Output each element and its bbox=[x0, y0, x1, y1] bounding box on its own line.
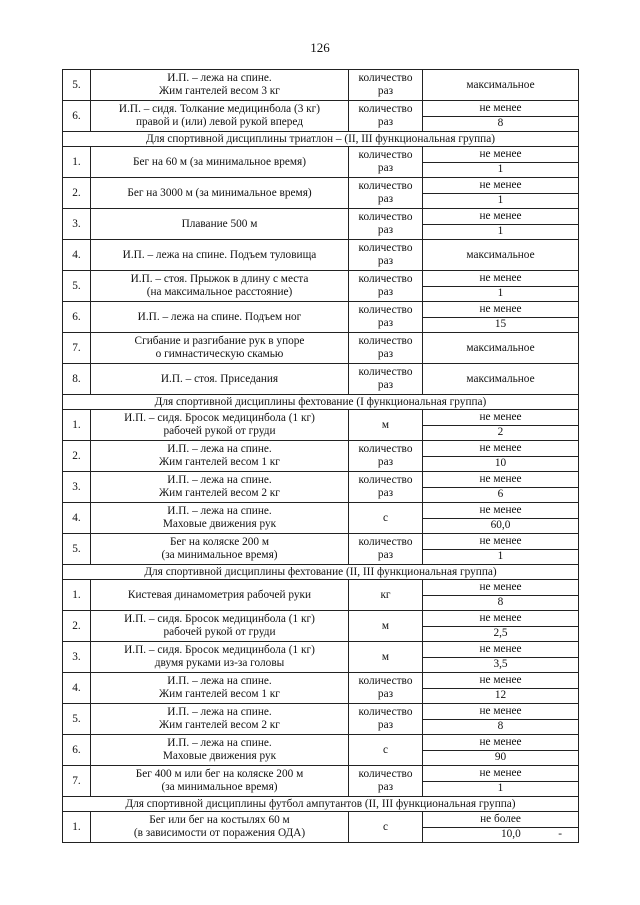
exercise-cell bbox=[91, 147, 349, 178]
unit-cell bbox=[349, 472, 423, 503]
exercise-cell bbox=[91, 766, 349, 797]
table-row bbox=[63, 812, 579, 828]
section-row bbox=[63, 132, 579, 147]
value-qualifier: не менее bbox=[423, 735, 579, 751]
row-number: 1. bbox=[63, 812, 91, 843]
section-row bbox=[63, 797, 579, 812]
table-row bbox=[63, 410, 579, 426]
exercise-cell bbox=[91, 735, 349, 766]
row-number: 5. bbox=[63, 704, 91, 735]
row-number: 6. bbox=[63, 735, 91, 766]
table-row bbox=[63, 642, 579, 658]
table-row bbox=[63, 704, 579, 720]
exercise-cell bbox=[91, 333, 349, 364]
exercise-line: Жим гантелей весом 2 кг bbox=[159, 719, 280, 731]
unit-line: количество bbox=[358, 304, 413, 316]
exercise-cell bbox=[91, 101, 349, 132]
norms-table bbox=[62, 69, 579, 843]
exercise-line: И.П. – лежа на спине. bbox=[167, 443, 272, 455]
unit-line: раз bbox=[377, 317, 394, 329]
value-number: 1 bbox=[423, 781, 579, 797]
value-dash: - bbox=[558, 828, 562, 841]
exercise-cell bbox=[91, 812, 349, 843]
value-qualifier: не менее bbox=[423, 178, 579, 194]
value-qualifier: не менее bbox=[423, 642, 579, 658]
exercise-line: (на максимальное расстояние) bbox=[146, 286, 293, 298]
exercise-cell bbox=[91, 642, 349, 673]
value-number: 2 bbox=[423, 425, 579, 441]
value-qualifier: не менее bbox=[423, 147, 579, 163]
unit-cell bbox=[349, 147, 423, 178]
unit-line: кг bbox=[380, 588, 391, 601]
value-cell: максимальное bbox=[423, 240, 579, 271]
unit-cell bbox=[349, 271, 423, 302]
value-number: 8 bbox=[423, 719, 579, 735]
value-qualifier: не менее bbox=[423, 580, 579, 596]
value-number: 1 bbox=[423, 162, 579, 178]
unit-line: м bbox=[381, 418, 390, 431]
exercise-line: Бег на 3000 м (за минимальное время) bbox=[127, 186, 312, 199]
unit-cell bbox=[349, 580, 423, 611]
unit-line: раз bbox=[377, 116, 394, 128]
unit-line: раз bbox=[377, 286, 394, 298]
unit-line: количество bbox=[358, 443, 413, 455]
exercise-line: И.П. – стоя. Приседания bbox=[160, 372, 279, 385]
unit-line: раз bbox=[377, 193, 394, 205]
row-number: 4. bbox=[63, 503, 91, 534]
table-row bbox=[63, 302, 579, 318]
section-heading: Для спортивной дисциплины футбол ампутантов (II, III функциональная группа) bbox=[63, 797, 579, 812]
table-row bbox=[63, 364, 579, 395]
value-number: 15 bbox=[423, 317, 579, 333]
exercise-line: (в зависимости от поражения ОДА) bbox=[133, 827, 306, 839]
value-number: 8 bbox=[423, 116, 579, 132]
value-qualifier: не менее bbox=[423, 410, 579, 426]
value-qualifier: не менее bbox=[423, 302, 579, 318]
unit-line: раз bbox=[377, 255, 394, 267]
unit-cell bbox=[349, 503, 423, 534]
unit-cell bbox=[349, 812, 423, 843]
exercise-line: И.П. – лежа на спине. bbox=[167, 505, 272, 517]
table-row bbox=[63, 333, 579, 364]
row-number: 7. bbox=[63, 766, 91, 797]
value-number: 8 bbox=[423, 595, 579, 611]
value-number: 6 bbox=[423, 487, 579, 503]
exercise-line: И.П. – стоя. Прыжок в длину с места bbox=[130, 273, 309, 285]
value-number: 1 bbox=[423, 224, 579, 240]
row-number: 3. bbox=[63, 209, 91, 240]
value-qualifier: не менее bbox=[423, 271, 579, 287]
table-row bbox=[63, 611, 579, 627]
value-cell: максимальное bbox=[423, 70, 579, 101]
table-row bbox=[63, 70, 579, 101]
section-heading: Для спортивной дисциплины фехтование (I функциональная группа) bbox=[63, 395, 579, 410]
exercise-line: И.П. – сидя. Бросок медицинбола (1 кг) bbox=[124, 613, 315, 625]
unit-cell bbox=[349, 441, 423, 472]
exercise-line: И.П. – сидя. Бросок медицинбола (1 кг) bbox=[124, 644, 315, 656]
value-qualifier: не менее bbox=[423, 766, 579, 782]
exercise-line: Маховые движения рук bbox=[162, 750, 277, 762]
value-qualifier: не более bbox=[423, 812, 579, 828]
value-qualifier: не менее bbox=[423, 704, 579, 720]
value-qualifier: не менее bbox=[423, 534, 579, 550]
row-number: 4. bbox=[63, 673, 91, 704]
value-cell: максимальное bbox=[423, 333, 579, 364]
unit-line: с bbox=[382, 820, 388, 833]
exercise-cell bbox=[91, 441, 349, 472]
unit-cell bbox=[349, 735, 423, 766]
unit-line: раз bbox=[377, 549, 394, 561]
unit-line: раз bbox=[377, 688, 394, 700]
exercise-cell bbox=[91, 410, 349, 441]
table-row bbox=[63, 147, 579, 163]
exercise-line: Плавание 500 м bbox=[181, 217, 258, 230]
exercise-cell bbox=[91, 364, 349, 395]
value-number: 3,5 bbox=[423, 657, 579, 673]
unit-line: раз bbox=[377, 456, 394, 468]
unit-line: количество bbox=[358, 474, 413, 486]
row-number: 5. bbox=[63, 70, 91, 101]
unit-line: количество bbox=[358, 242, 413, 254]
table-row bbox=[63, 673, 579, 689]
value-number bbox=[423, 827, 579, 843]
exercise-line: И.П. – лежа на спине. bbox=[167, 737, 272, 749]
exercise-cell bbox=[91, 472, 349, 503]
table-row bbox=[63, 240, 579, 271]
exercise-line: И.П. – сидя. Бросок медицинбола (1 кг) bbox=[124, 412, 315, 424]
value-number: 60,0 bbox=[423, 518, 579, 534]
row-number: 1. bbox=[63, 580, 91, 611]
exercise-line: Бег 400 м или бег на коляске 200 м bbox=[135, 768, 304, 780]
unit-line: раз bbox=[377, 348, 394, 360]
row-number: 1. bbox=[63, 410, 91, 441]
unit-line: раз bbox=[377, 487, 394, 499]
unit-line: раз bbox=[377, 379, 394, 391]
exercise-cell bbox=[91, 209, 349, 240]
exercise-line: И.П. – сидя. Толкание медицинбола (3 кг) bbox=[118, 103, 321, 115]
exercise-cell bbox=[91, 503, 349, 534]
unit-line: количество bbox=[358, 675, 413, 687]
exercise-cell bbox=[91, 271, 349, 302]
unit-cell bbox=[349, 410, 423, 441]
unit-line: раз bbox=[377, 162, 394, 174]
exercise-line: правой и (или) левой рукой вперед bbox=[135, 116, 304, 128]
exercise-line: Бег или бег на костылях 60 м bbox=[149, 814, 290, 826]
exercise-cell bbox=[91, 70, 349, 101]
exercise-line: (за минимальное время) bbox=[161, 549, 278, 561]
unit-line: количество bbox=[358, 149, 413, 161]
unit-cell bbox=[349, 101, 423, 132]
unit-cell bbox=[349, 534, 423, 565]
section-row bbox=[63, 395, 579, 410]
table-row bbox=[63, 271, 579, 287]
unit-line: раз bbox=[377, 719, 394, 731]
exercise-line: И.П. – лежа на спине. bbox=[167, 675, 272, 687]
unit-cell bbox=[349, 240, 423, 271]
row-number: 2. bbox=[63, 441, 91, 472]
table-row bbox=[63, 472, 579, 488]
value-qualifier: не менее bbox=[423, 673, 579, 689]
unit-line: количество bbox=[358, 536, 413, 548]
exercise-cell bbox=[91, 673, 349, 704]
value-number: 1 bbox=[423, 286, 579, 302]
exercise-line: И.П. – лежа на спине. Подъем ног bbox=[137, 310, 302, 323]
row-number: 6. bbox=[63, 101, 91, 132]
exercise-line: Бег на 60 м (за минимальное время) bbox=[132, 155, 307, 168]
value-number: 1 bbox=[423, 193, 579, 209]
row-number: 5. bbox=[63, 534, 91, 565]
table-row bbox=[63, 735, 579, 751]
value-number: 10 bbox=[423, 456, 579, 472]
unit-cell bbox=[349, 364, 423, 395]
row-number: 7. bbox=[63, 333, 91, 364]
table-row bbox=[63, 534, 579, 550]
row-number: 2. bbox=[63, 611, 91, 642]
unit-line: м bbox=[381, 650, 390, 663]
value-number: 2,5 bbox=[423, 626, 579, 642]
unit-cell bbox=[349, 642, 423, 673]
unit-cell bbox=[349, 209, 423, 240]
exercise-line: И.П. – лежа на спине. bbox=[167, 706, 272, 718]
row-number: 3. bbox=[63, 472, 91, 503]
row-number: 2. bbox=[63, 178, 91, 209]
unit-line: количество bbox=[358, 72, 413, 84]
unit-cell bbox=[349, 766, 423, 797]
value-qualifier: не менее bbox=[423, 472, 579, 488]
exercise-line: о гимнастическую скамью bbox=[155, 348, 284, 360]
unit-line: с bbox=[382, 743, 388, 756]
exercise-line: Сгибание и разгибание рук в упоре bbox=[134, 335, 305, 347]
exercise-line: Кистевая динамометрия рабочей руки bbox=[127, 588, 312, 601]
table-row bbox=[63, 209, 579, 225]
table-row bbox=[63, 580, 579, 596]
unit-line: количество bbox=[358, 103, 413, 115]
value-qualifier: не менее bbox=[423, 503, 579, 519]
row-number: 1. bbox=[63, 147, 91, 178]
unit-line: количество bbox=[358, 706, 413, 718]
unit-cell bbox=[349, 178, 423, 209]
exercise-cell bbox=[91, 704, 349, 735]
value-qualifier: не менее bbox=[423, 611, 579, 627]
exercise-line: рабочей рукой от груди bbox=[163, 626, 276, 638]
unit-line: количество bbox=[358, 335, 413, 347]
exercise-line: И.П. – лежа на спине. Подъем туловища bbox=[122, 248, 317, 261]
unit-line: раз bbox=[377, 85, 394, 97]
unit-line: количество bbox=[358, 366, 413, 378]
row-number: 5. bbox=[63, 271, 91, 302]
section-heading: Для спортивной дисциплины триатлон – (II, III функциональная группа) bbox=[63, 132, 579, 147]
unit-line: раз bbox=[377, 781, 394, 793]
unit-cell bbox=[349, 673, 423, 704]
table-row bbox=[63, 101, 579, 117]
section-row bbox=[63, 565, 579, 580]
unit-cell bbox=[349, 70, 423, 101]
unit-cell bbox=[349, 302, 423, 333]
value-qualifier: не менее bbox=[423, 441, 579, 457]
page-number: 126 bbox=[310, 40, 330, 55]
exercise-line: Бег на коляске 200 м bbox=[169, 536, 270, 548]
exercise-cell bbox=[91, 580, 349, 611]
exercise-cell bbox=[91, 302, 349, 333]
exercise-line: рабочей рукой от груди bbox=[163, 425, 276, 437]
value-qualifier: не менее bbox=[423, 209, 579, 225]
row-number: 4. bbox=[63, 240, 91, 271]
exercise-line: двумя руками из-за головы bbox=[154, 657, 285, 669]
exercise-line: И.П. – лежа на спине. bbox=[167, 474, 272, 486]
value-number: 12 bbox=[423, 688, 579, 704]
value-cell: максимальное bbox=[423, 364, 579, 395]
table-row bbox=[63, 441, 579, 457]
table-row bbox=[63, 178, 579, 194]
exercise-line: Жим гантелей весом 1 кг bbox=[159, 688, 280, 700]
exercise-line: Жим гантелей весом 3 кг bbox=[159, 85, 280, 97]
unit-line: количество bbox=[358, 180, 413, 192]
row-number: 8. bbox=[63, 364, 91, 395]
unit-cell bbox=[349, 611, 423, 642]
unit-line: раз bbox=[377, 224, 394, 236]
table-row bbox=[63, 503, 579, 519]
exercise-line: И.П. – лежа на спине. bbox=[167, 72, 272, 84]
value-number-text: 10,0 bbox=[501, 828, 521, 841]
unit-line: количество bbox=[358, 768, 413, 780]
exercise-line: Жим гантелей весом 2 кг bbox=[159, 487, 280, 499]
unit-cell bbox=[349, 704, 423, 735]
section-heading: Для спортивной дисциплины фехтование (II, III функциональная группа) bbox=[63, 565, 579, 580]
row-number: 6. bbox=[63, 302, 91, 333]
value-number: 90 bbox=[423, 750, 579, 766]
unit-line: количество bbox=[358, 273, 413, 285]
exercise-cell bbox=[91, 611, 349, 642]
exercise-cell bbox=[91, 178, 349, 209]
exercise-line: Маховые движения рук bbox=[162, 518, 277, 530]
value-qualifier: не менее bbox=[423, 101, 579, 117]
exercise-line: (за минимальное время) bbox=[161, 781, 278, 793]
exercise-cell bbox=[91, 240, 349, 271]
unit-cell bbox=[349, 333, 423, 364]
exercise-cell bbox=[91, 534, 349, 565]
unit-line: с bbox=[382, 511, 388, 524]
exercise-line: Жим гантелей весом 1 кг bbox=[159, 456, 280, 468]
table-row bbox=[63, 766, 579, 782]
row-number: 3. bbox=[63, 642, 91, 673]
unit-line: количество bbox=[358, 211, 413, 223]
unit-line: м bbox=[381, 619, 390, 632]
value-number: 1 bbox=[423, 549, 579, 565]
